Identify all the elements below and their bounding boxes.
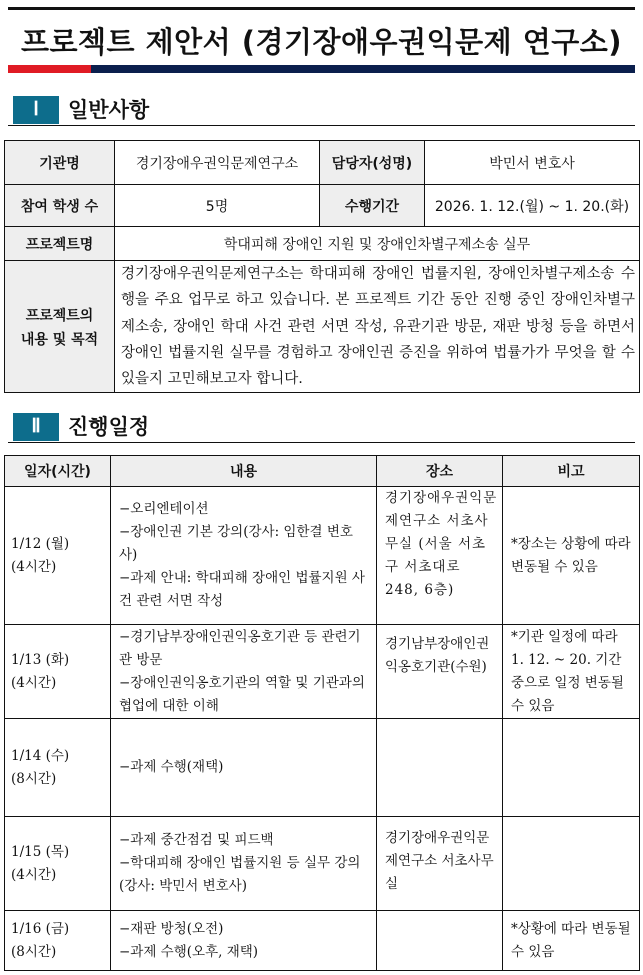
document-title: 프로젝트 제안서 (경기장애우권익문제 연구소) [20,25,623,59]
purpose-label-line1: 프로젝트의 [25,307,94,324]
content-item: −학대피해 장애인 법률지원 등 실무 강의(강사: 박민서 변호사) [119,855,361,894]
content-item: −과제 수행(오후, 재택) [119,943,259,960]
content-item: −과제 안내: 학대피해 장애인 법률지원 사건 관련 서면 작성 [119,570,365,609]
period-value: 2026. 1. 12.(월) ~ 1. 20.(화) [425,185,640,227]
hours: (8시간) [11,770,57,787]
hours: (4시간) [11,558,57,575]
note-cell: *장소는 상황에 따라 변동될 수 있음 [503,487,640,625]
note-cell [503,817,640,911]
date: 1/13 (화) [11,651,70,668]
date-cell [5,719,111,817]
content-cell [111,487,377,625]
content-item: −오리엔테이션 [119,501,209,517]
date: 1/15 (목) [11,843,70,860]
note-cell: *기관 일정에 따라 1. 12. ~ 20. 기간 중으로 일정 변동될 수 있음 [503,625,640,719]
title-accent-navy [91,65,635,73]
org-value: 경기장애우권익문제연구소 [115,141,320,185]
place-cell: 경기남부장애인권익옹호기관(수원) [377,625,503,719]
org-label: 기관명 [5,141,115,185]
hours: (4시간) [11,866,57,883]
header-date: 일자(시간) [5,456,111,487]
header-place: 장소 [377,456,503,487]
section-title: 진행일정 [68,415,150,439]
purpose-label-line2: 내용 및 목적 [20,331,99,348]
header-note: 비고 [503,456,640,487]
date-cell [5,487,111,625]
manager-label: 담당자(성명) [320,141,425,185]
table-row [5,817,640,911]
table-row [5,625,640,719]
content-cell [111,719,377,817]
project-label: 프로젝트명 [5,227,115,261]
content-item: −과제 중간점검 및 피드백 [119,832,274,848]
note-cell [503,719,640,817]
content-item: −장애인권익옹호기관의 역할 및 기관과의 협업에 대한 이해 [119,674,365,714]
title-accent-red [8,65,91,73]
date-cell [5,817,111,911]
period-label: 수행기간 [320,185,425,227]
hours: (8시간) [11,943,57,960]
purpose-value: 경기장애우권익문제연구소는 학대피해 장애인 법률지원, 장애인차별구제소송 수행을 주요 업무로 하고 있습니다. 본 프로젝트 기간 동안 진행 중인 장애인차별구제소송, 장애인 학대 사건 관련 서면 작성, 유관기관 방문, 재판 방청 등을 하면서 장애인 법률지원 실무를 경험하고 장애인권 증진을 위하여 법률가가 무엇을 할 수 있을지 고민해보고자 합니다. [115,261,640,393]
hours: (4시간) [11,674,57,691]
content-cell [111,817,377,911]
note-cell: *상황에 따라 변동될 수 있음 [503,911,640,971]
section-schedule-header [8,413,635,443]
date: 1/16 (금) [11,920,70,937]
content-cell [111,911,377,971]
section-rule [8,125,635,126]
date-cell [5,625,111,719]
date: 1/12 (월) [11,535,70,552]
table-row [5,911,640,971]
general-info-table [4,140,640,393]
purpose-label [5,261,115,393]
section-general-header [8,96,635,126]
section-rule [8,442,635,443]
section-number: Ⅰ [13,96,59,124]
date-cell [5,911,111,971]
students-value: 5명 [115,185,320,227]
content-item: −장애인권 기본 강의(강사: 임한결 변호사) [119,524,353,563]
content-item: −과제 수행(재택) [119,759,224,775]
content-item: −경기남부장애인권익옹호기관 등 관련기관 방문 [119,628,361,668]
date: 1/14 (수) [11,747,70,764]
section-number: Ⅱ [13,413,59,441]
content-item: −재판 방청(오전) [119,920,224,937]
place-cell [377,911,503,971]
content-cell [111,625,377,719]
place-cell [377,719,503,817]
project-value: 학대피해 장애인 지원 및 장애인차별구제소송 실무 [115,227,640,261]
schedule-table [4,455,640,971]
manager-value: 박민서 변호사 [425,141,640,185]
section-title: 일반사항 [68,98,150,122]
students-label: 참여 학생 수 [5,185,115,227]
table-row [5,487,640,625]
place-cell: 경기장애우권익문제연구소 서초사무실 (서울 서초구 서초대로 248, 6층) [377,487,503,625]
table-row [5,719,640,817]
header-content: 내용 [111,456,377,487]
top-rule [8,7,635,10]
place-cell: 경기장애우권익문제연구소 서초사무실 [377,817,503,911]
